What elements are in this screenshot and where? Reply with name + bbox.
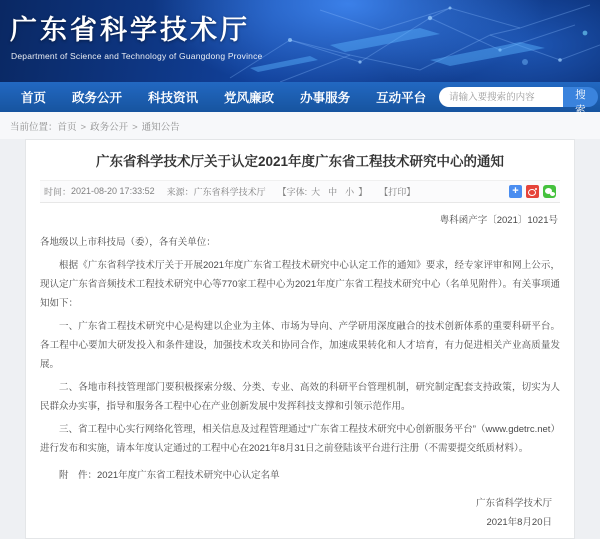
breadcrumb-item-home[interactable]: 首页 — [57, 122, 77, 133]
font-size-small-button[interactable]: 小 — [345, 186, 355, 197]
nav-item-interaction[interactable]: 互动平台 — [376, 91, 427, 105]
breadcrumb-separator: > — [132, 122, 138, 133]
nav-item-sci-news[interactable]: 科技资讯 — [148, 91, 199, 105]
paragraph-intro: 根据《广东省科学技术厅关于开展2021年度广东省工程技术研究中心认定工作的通知》要求，经专家评审和网上公示，现认定广东省音频技术工程技术研究中心等770家工程中心为2021年度广东省工程技术研究中心（名单见附件）。有关事项通知如下： — [40, 259, 560, 309]
meta-time-value: 2021-08-20 17:33:52 — [71, 186, 155, 197]
site-banner — [0, 0, 600, 82]
wechat-share-icon[interactable] — [543, 185, 556, 198]
signature-date: 2021年8月20日 — [486, 516, 552, 528]
nav-item-home[interactable]: 首页 — [21, 91, 47, 105]
site-subtitle-en: Department of Science and Technology of Guangdong Province — [11, 51, 263, 61]
paragraph-item-3: 三、省工程中心实行网络化管理，相关信息及过程管理通过“广东省工程技术研究中心创新服务平台”（www.gdetrc.net）进行发布和实施，请本年度认定通过的工程中心在2021年8月31日之前登陆该平台进行注册（不需要提交纸质材料）。 — [40, 423, 560, 454]
font-size-large-button[interactable]: 大 — [311, 186, 321, 197]
meta-source-label: 来源： — [166, 186, 194, 197]
nav-item-party-conduct[interactable]: 党风廉政 — [224, 91, 275, 105]
print-button[interactable]: 【打印】 — [379, 186, 416, 197]
doc-number: 粤科函产字〔2021〕1021号 — [439, 214, 558, 226]
search-input[interactable] — [439, 87, 563, 107]
article-meta-bar — [40, 180, 560, 203]
article-title: 广东省科学技术厅关于认定2021年度广东省工程技术研究中心的通知 — [95, 154, 505, 169]
main-nav — [0, 82, 600, 116]
salutation-line: 各地级以上市科技局（委），各有关单位： — [40, 236, 216, 248]
search-box — [439, 87, 598, 116]
site-title: 广东省科学技术厅 — [10, 15, 250, 45]
nav-item-services[interactable]: 办事服务 — [300, 91, 351, 105]
breadcrumb-label: 当前位置： — [10, 122, 58, 133]
meta-font-prefix: 【字体: — [277, 186, 308, 197]
meta-font-suffix: 】 — [358, 186, 368, 197]
nav-item-gov-affairs[interactable]: 政务公开 — [72, 91, 123, 105]
paragraph-item-2: 二、各地市科技管理部门要积极探索分级、分类、专业、高效的科研平台管理机制，研究制定配套支持政策，切实为人民群众办实事，指导和服务各工程中心在产业创新发展中发挥科技支撑和引领示范作用。 — [40, 381, 560, 412]
article-card — [25, 139, 575, 539]
font-size-medium-button[interactable]: 中 — [328, 186, 338, 197]
meta-source-value: 广东省科学技术厅 — [193, 186, 266, 197]
breadcrumb-separator: > — [80, 122, 87, 133]
share-more-icon[interactable]: + — [509, 185, 522, 198]
breadcrumb-item-gov-affairs[interactable]: 政务公开 — [90, 122, 129, 133]
attachment-line: 附 件：2021年度广东省工程技术研究中心认定名单 — [59, 469, 280, 481]
breadcrumb-item-notices[interactable]: 通知公告 — [141, 122, 180, 133]
search-button[interactable]: 搜 索 — [563, 87, 598, 107]
paragraph-item-1: 一、广东省工程技术研究中心是构建以企业为主体、市场为导向、产学研用深度融合的技术创新体系的重要科研平台。各工程中心要加大研发投入和条件建设，加强技术攻关和协同合作，加速成果转化和人才培育，有力促进相关产业高质量发展。 — [40, 320, 560, 370]
share-bar — [509, 185, 556, 198]
signature-org: 广东省科学技术厅 — [475, 497, 552, 509]
meta-time-label: 时间： — [44, 186, 72, 197]
breadcrumb — [0, 112, 600, 139]
weibo-share-icon[interactable] — [526, 185, 539, 198]
article-body — [40, 212, 560, 528]
